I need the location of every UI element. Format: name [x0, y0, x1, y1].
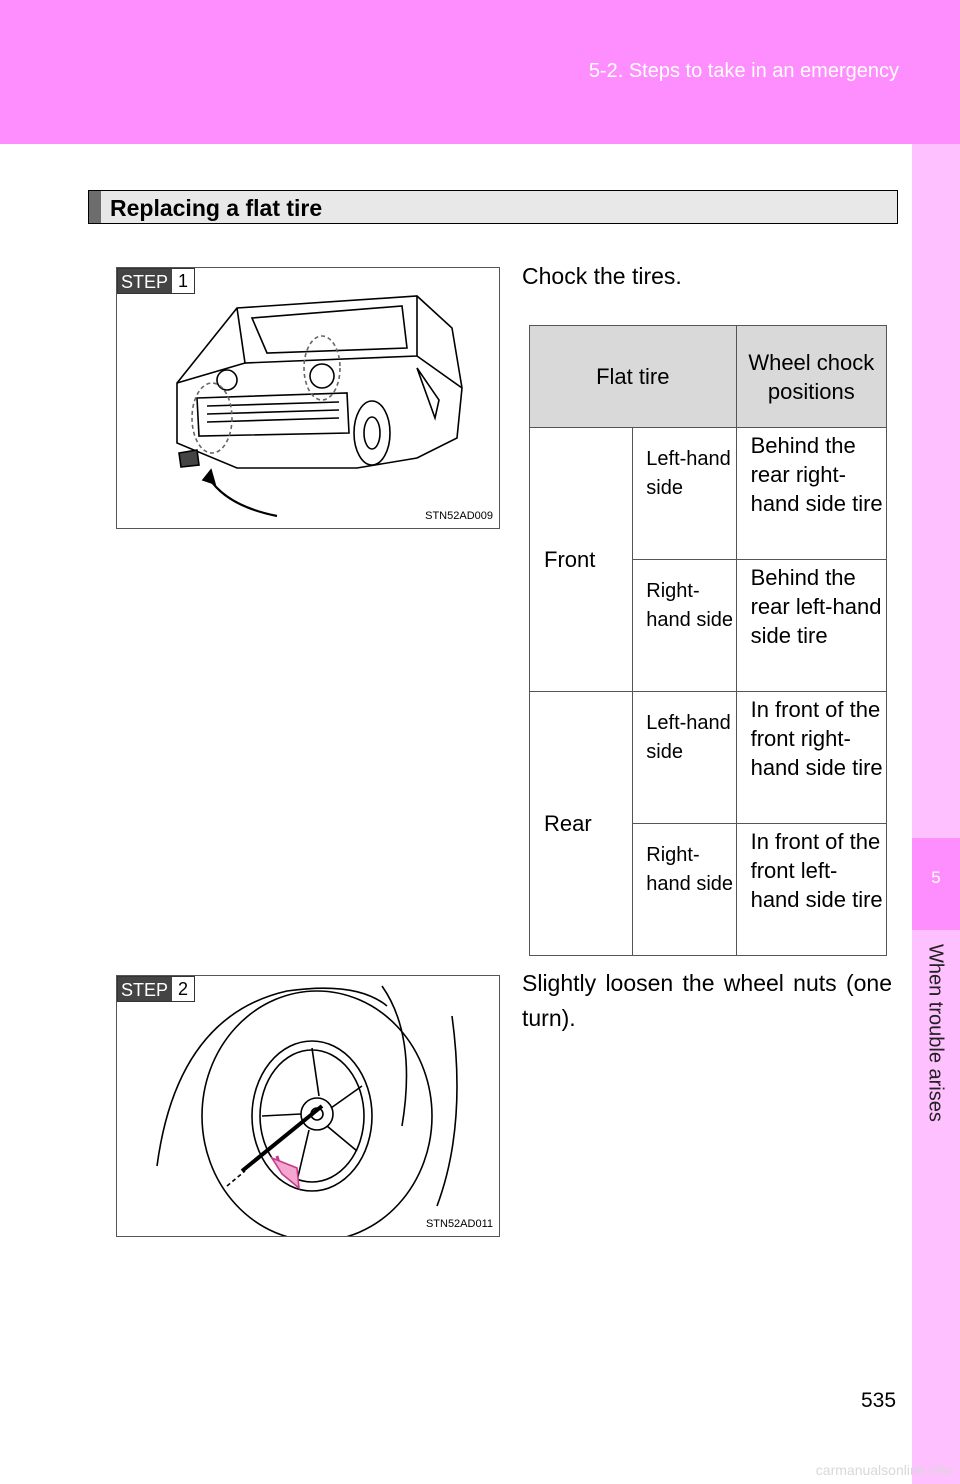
figure-code: STN52AD011 [425, 1218, 493, 1230]
side-cell: Left-hand side [633, 428, 736, 560]
step-word: STEP [118, 269, 172, 293]
table-row [530, 692, 887, 824]
step1-figure [116, 267, 500, 529]
chapter-number: 5 [931, 868, 941, 887]
page-number: 535 [861, 1389, 897, 1412]
step2-text: Slightly loosen the wheel nuts (one turn). [522, 970, 892, 1031]
wheel-chock-table [529, 325, 887, 956]
step1-text: Chock the tires. [522, 263, 682, 289]
side-cell: Right-hand side [633, 560, 736, 692]
step-number: 1 [172, 269, 194, 293]
position-cell: In front of the front right-hand side tire [736, 692, 886, 824]
side-cell: Left-hand side [633, 692, 736, 824]
position-cell: Behind the rear left-hand side tire [736, 560, 886, 692]
position-cell: In front of the front left-hand side tire [736, 824, 886, 956]
running-head: 5-2. Steps to take in an emergency [588, 60, 899, 82]
section-heading [88, 190, 898, 224]
table-row [530, 428, 887, 560]
watermark: carmanualsonline.info [815, 1462, 952, 1478]
step-number: 2 [172, 977, 194, 1001]
side-cell: Right-hand side [633, 824, 736, 956]
header-flat-tire: Flat tire [530, 326, 737, 428]
section-stripe [89, 191, 101, 223]
section-title: Replacing a flat tire [110, 195, 323, 221]
step2-figure [116, 975, 500, 1237]
side-strip [912, 144, 960, 1484]
chapter-tab[interactable] [912, 838, 960, 930]
figure-code: STN52AD009 [425, 510, 493, 522]
header-band [0, 0, 960, 144]
step-word: STEP [118, 977, 172, 1001]
step2-badge [117, 976, 195, 1002]
group-front: Front [530, 428, 633, 692]
position-cell: Behind the rear right-hand side tire [736, 428, 886, 560]
wheel-nut-illustration [117, 976, 499, 1236]
chapter-title-vertical [918, 944, 952, 1144]
chapter-title: When trouble arises [924, 944, 947, 1122]
table-header-row [530, 326, 887, 428]
group-rear: Rear [530, 692, 633, 956]
header-chock-positions: Wheel chock positions [736, 326, 886, 428]
step1-badge [117, 268, 195, 294]
suv-chock-illustration [117, 268, 499, 528]
